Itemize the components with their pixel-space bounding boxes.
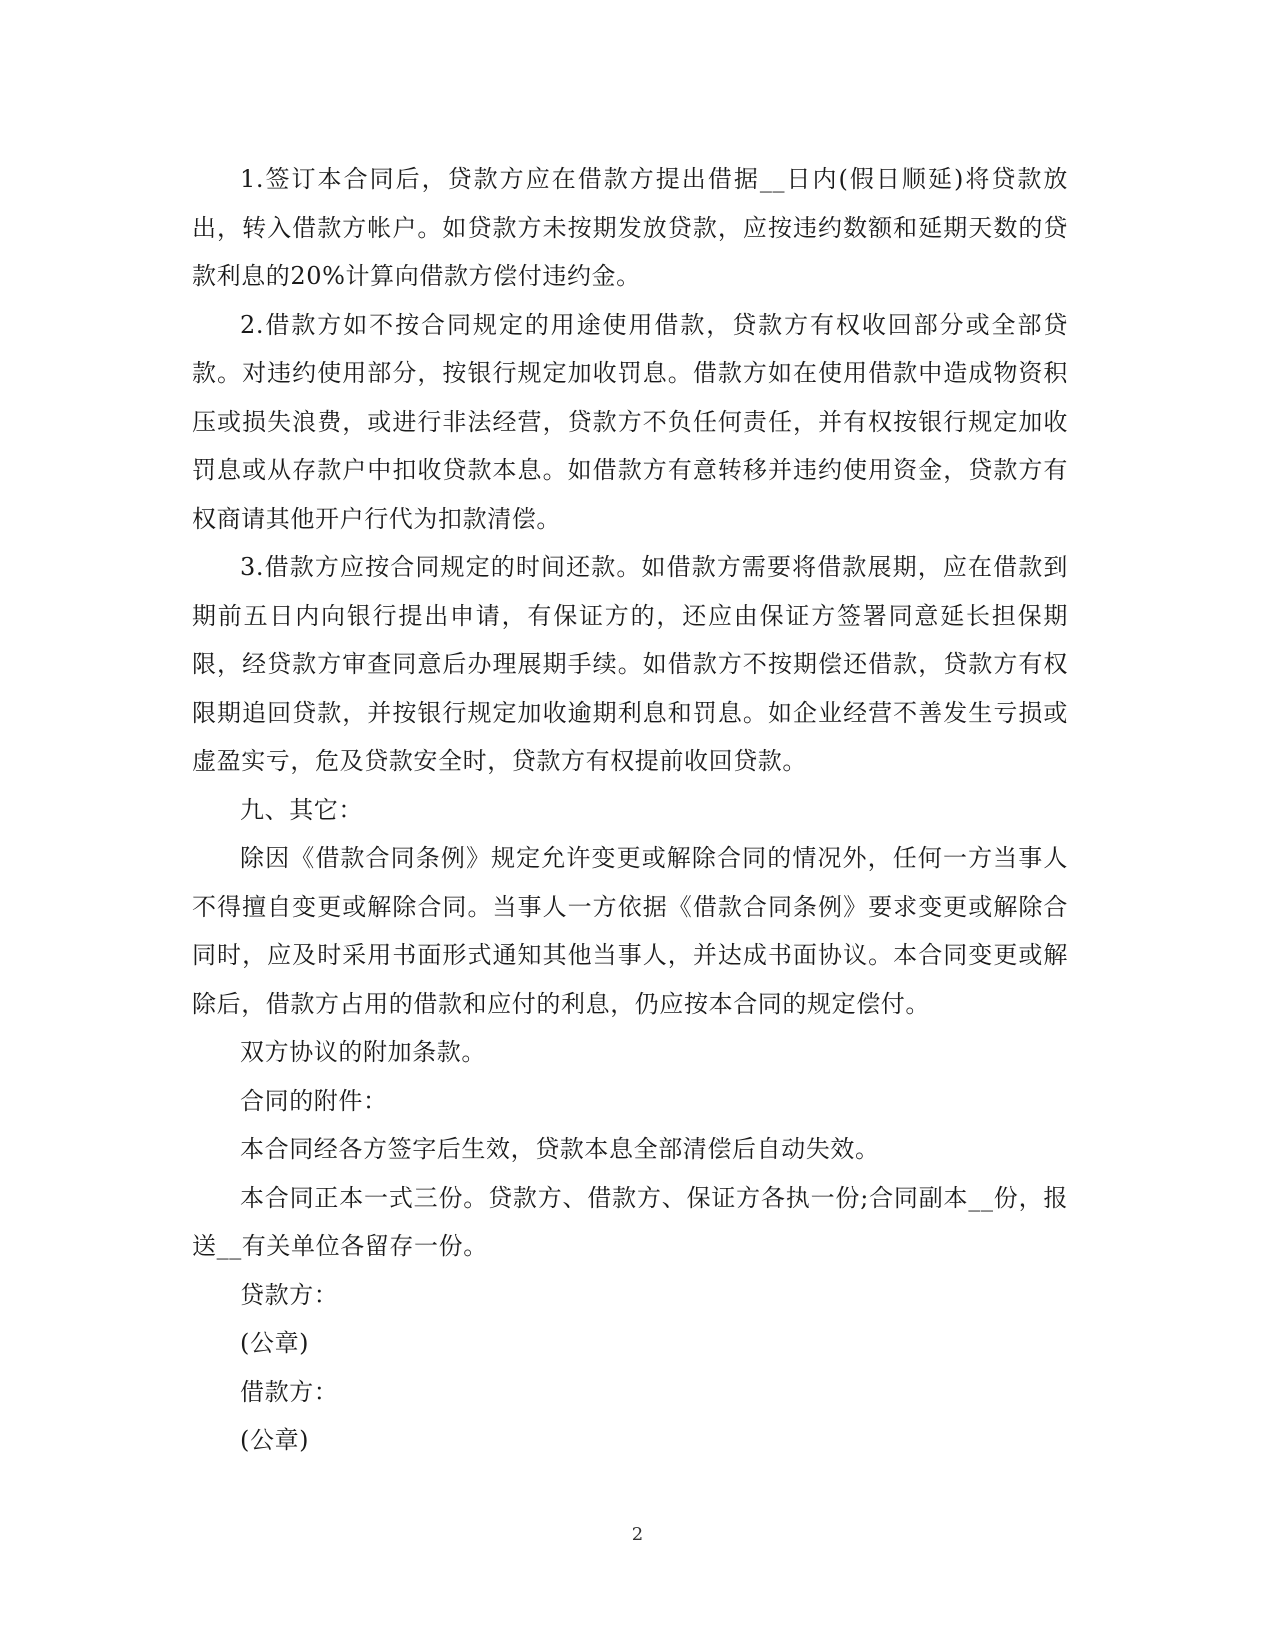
contract-change-paragraph: 除因《借款合同条例》规定允许变更或解除合同的情况外，任何一方当事人不得擅自变更或解除合同。当事人一方依据《借款合同条例》要求变更或解除合同时，应及时采用书面形式通知其他当事人，并达成书面协议。本合同变更或解除后，借款方占用的借款和应付的利息，仍应按本合同的规定偿付。 [192,844,1068,1018]
page-number: 2 [631,1524,644,1545]
lender-signature-label: 贷款方： [240,1280,339,1309]
copies-paragraph: 本合同正本一式三份。贷款方、借款方、保证方各执一份;合同副本__份，报送__有关单位各留存一份。 [192,1183,1068,1260]
document-body [192,155,1068,1465]
clause-2-paragraph: 2.借款方如不按合同规定的用途使用借款，贷款方有权收回部分或全部贷款。对违约使用部分，按银行规定加收罚息。借款方如在使用借款中造成物资积压或损失浪费，或进行非法经营，贷款方不负任何责任，并有权按银行规定加收罚息或从存款户中扣收贷款本息。如借款方有意转移并违约使用资金，贷款方有权商请其他开户行代为扣款清偿。 [192,310,1068,533]
borrower-signature-label: 借款方： [240,1377,339,1406]
attachments-line: 合同的附件： [240,1086,388,1115]
section-nine-heading: 九、其它： [240,795,363,824]
additional-terms-line: 双方协议的附加条款。 [240,1038,486,1066]
clause-1-paragraph: 1.签订本合同后，贷款方应在借款方提出借据__日内(假日顺延)将贷款放出，转入借款方帐户。如贷款方未按期发放贷款，应按违约数额和延期天数的贷款利息的20%计算向借款方偿付违约金。 [192,165,1068,290]
effective-clause-line: 本合同经各方签字后生效，贷款本息全部清偿后自动失效。 [240,1135,880,1163]
borrower-seal-label: (公章) [240,1426,310,1454]
clause-3-paragraph: 3.借款方应按合同规定的时间还款。如借款方需要将借款展期，应在借款到期前五日内向银行提出申请，有保证方的，还应由保证方签署同意延长担保期限，经贷款方审查同意后办理展期手续。如借款方不按期偿还借款，贷款方有权限期追回贷款，并按银行规定加收逾期利息和罚息。如企业经营不善发生亏损或虚盈实亏，危及贷款安全时，贷款方有权提前收回贷款。 [192,553,1068,775]
lender-seal-label: (公章) [240,1329,310,1357]
